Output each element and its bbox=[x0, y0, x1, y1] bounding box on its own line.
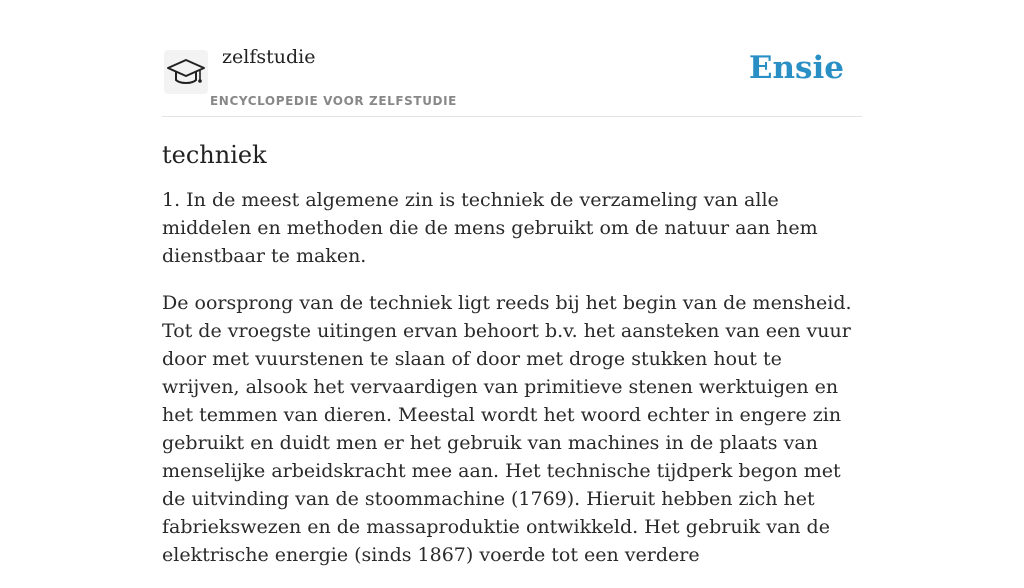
book-title-link[interactable]: zelfstudie bbox=[222, 46, 316, 68]
article-paragraph: 1. In de meest algemene zin is techniek de verzameling van alle middelen en methoden die de mens gebruikt om de natuur aan hem dienstbaar te maken. bbox=[162, 189, 818, 267]
article bbox=[162, 138, 852, 588]
page-header bbox=[162, 0, 862, 117]
article-paragraph: De oorsprong van de techniek ligt reeds bij het begin van de mensheid. Tot de vroegste uitingen ervan behoort b.v. het aansteken van een vuur door met vuurstenen te slaan of door met droge stukken hout te wrijven, alsook het vervaardigen van primitieve stenen werktuigen en het temmen van dieren. Meestal wordt het woord echter in engere zin gebruikt en duidt men er het gebruik van machines in de plaats van menselijke arbeidskracht mee aan. Het technische tijdperk begon met de uitvinding van de stoommachine (1769). Hieruit hebben zich het fabriekswezen en de massaproduktie ontwikkeld. Het gebruik van de elektrische energie (sinds 1867) voerde tot een verdere bbox=[162, 292, 852, 566]
brand-logo-link[interactable]: Ensie bbox=[748, 50, 844, 86]
article-title: techniek bbox=[162, 141, 267, 169]
book-subtitle: ENCYCLOPEDIE VOOR ZELFSTUDIE bbox=[210, 94, 457, 108]
graduation-cap-icon bbox=[164, 50, 208, 94]
